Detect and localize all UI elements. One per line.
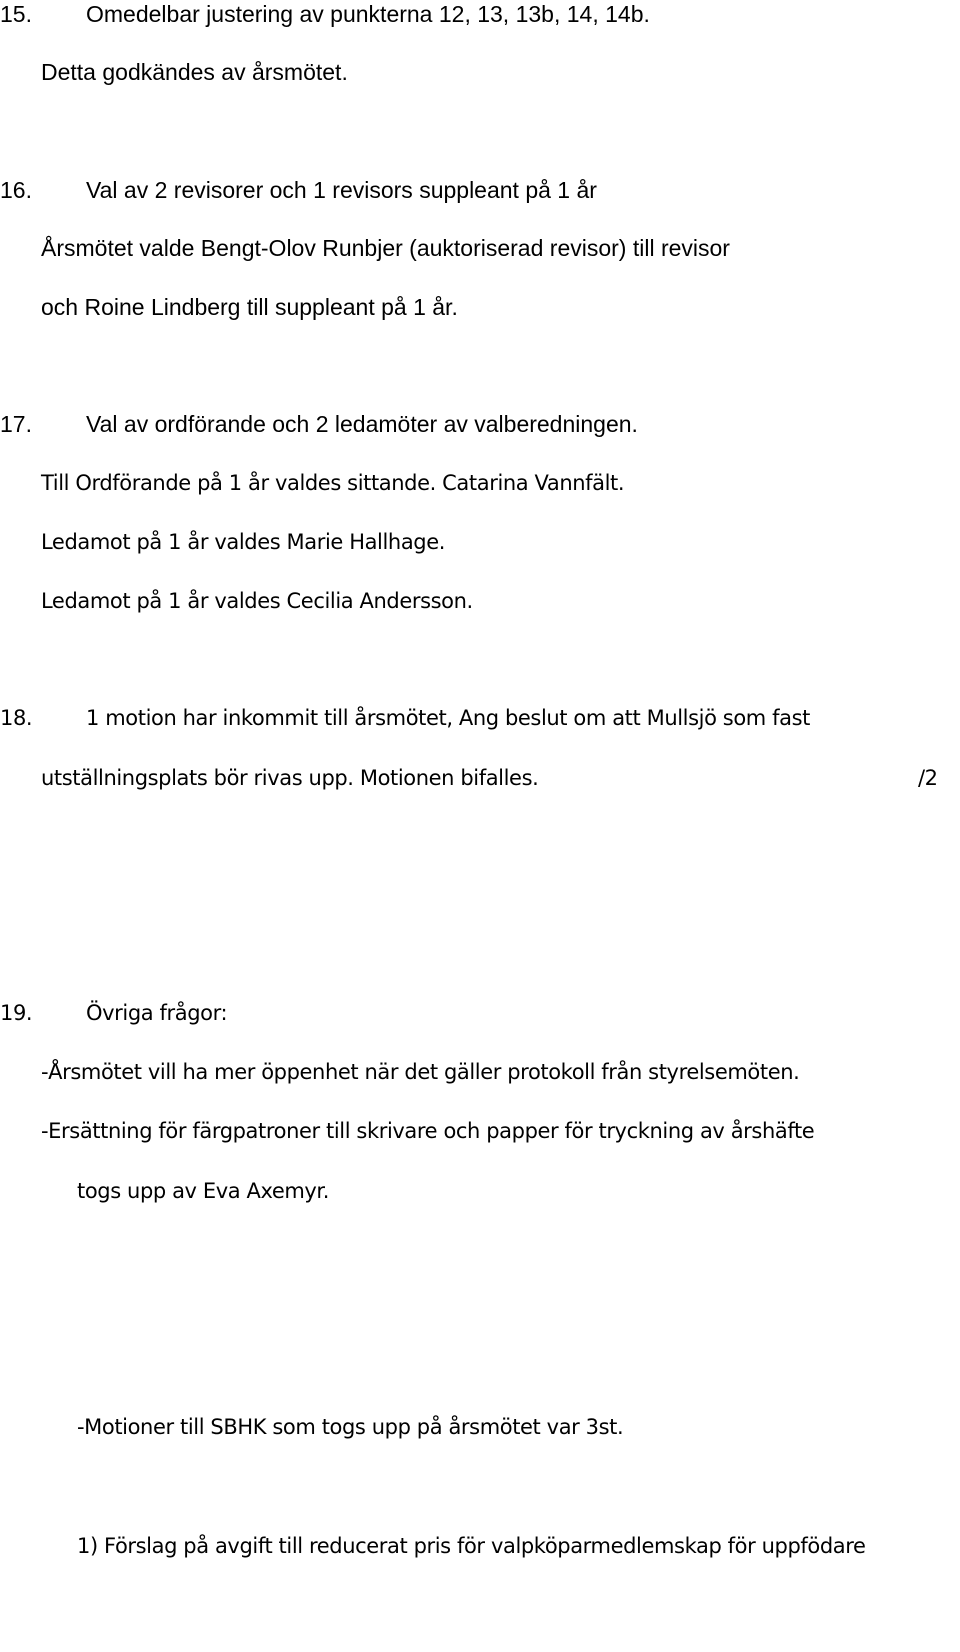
section-19-line-5: 1) Förslag på avgift till reducerat pris för valpköparmedlemskap för uppfödare [77,1534,866,1558]
section-number: 18. [0,706,33,730]
section-number: 15. [0,1,32,27]
section-17-line-2: Ledamot på 1 år valdes Marie Hallhage. [41,530,446,554]
section-heading: 1 motion har inkommit till årsmötet, Ang beslut om att Mullsjö som fast [86,706,810,730]
section-heading: Val av 2 revisorer och 1 revisors suppleant på 1 år [86,177,597,203]
section-19-line-3: togs upp av Eva Axemyr. [77,1179,330,1203]
section-19-line-1: -Årsmötet vill ha mer öppenhet när det gäller protokoll från styrelsemöten. [41,1060,800,1084]
section-heading: Omedelbar justering av punkterna 12, 13, 13b, 14, 14b. [86,1,650,27]
section-18-line-1: utställningsplats bör rivas upp. Motionen bifalles. [41,766,539,790]
section-number: 17. [0,411,32,437]
section-number: 16. [0,177,32,203]
page-marker: /2 [918,766,938,790]
section-15-line-1: Detta godkändes av årsmötet. [41,59,348,85]
section-17-line-3: Ledamot på 1 år valdes Cecilia Andersson. [41,589,473,613]
section-heading: Övriga frågor: [86,1001,228,1025]
section-19-line-2: -Ersättning för färgpatroner till skrivare och papper för tryckning av årshäfte [41,1119,815,1143]
section-19-line-4: -Motioner till SBHK som togs upp på årsmötet var 3st. [77,1415,624,1439]
section-16-line-2: och Roine Lindberg till suppleant på 1 år. [41,294,458,320]
section-17-line-1: Till Ordförande på 1 år valdes sittande. Catarina Vannfält. [41,471,625,495]
section-16-line-1: Årsmötet valde Bengt-Olov Runbjer (auktoriserad revisor) till revisor [41,235,730,261]
section-number: 19. [0,1001,33,1025]
section-heading: Val av ordförande och 2 ledamöter av valberedningen. [86,411,638,437]
